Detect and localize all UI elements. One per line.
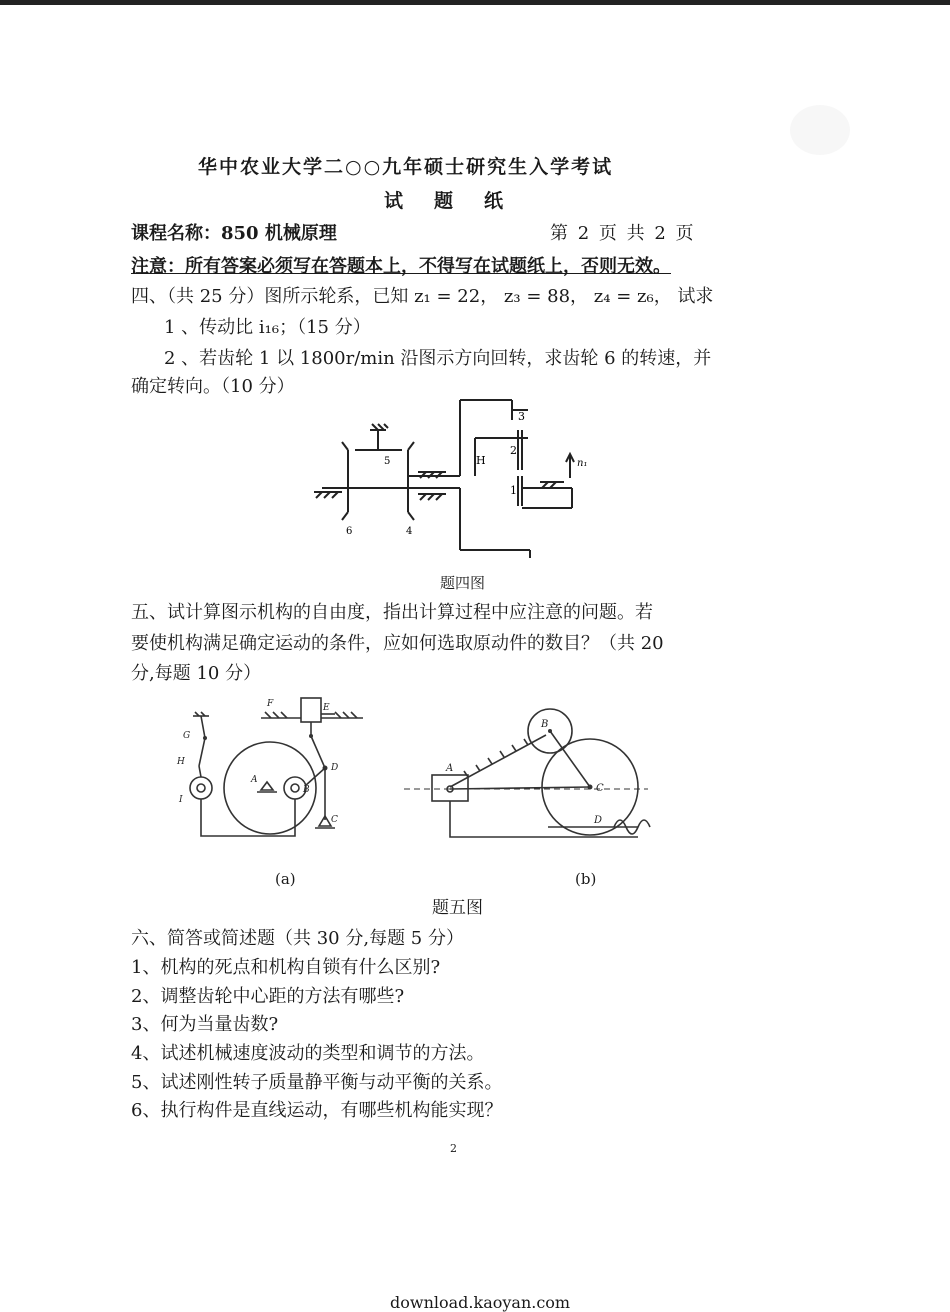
- q6-heading: 六、简答或简述题（共 30 分,每题 5 分）: [131, 928, 464, 949]
- label-a-A: A: [251, 775, 258, 785]
- q4-fig-caption: 题四图: [440, 574, 486, 592]
- notice: 注意：所有答案必须写在答题本上，不得写在试题纸上，否则无效。: [131, 256, 671, 277]
- gear-label-3: 3: [518, 410, 525, 423]
- q4-stem: 四、（共 25 分）图所示轮系，已知 z₁ = 22， z₃ = 88， z₄ = z₆， 试求: [131, 286, 714, 307]
- carrier-label-H: H: [476, 454, 486, 467]
- q5-line-2: 要使机构满足确定运动的条件，应如何选取原动件的数目？（共 20: [131, 633, 664, 654]
- exam-subtitle: 试 题 纸: [384, 190, 510, 212]
- gear-label-1: 1: [510, 484, 517, 497]
- q5-mechanism-a-diagram: [175, 690, 375, 850]
- scan-top-edge: [0, 0, 950, 5]
- gear-label-5: 5: [384, 456, 391, 467]
- q6-item: 1、机构的死点和机构自锁有什么区别?: [131, 957, 441, 978]
- q4-item-2a: 2 、若齿轮 1 以 1800r/min 沿图示方向回转，求齿轮 6 的转速，并: [164, 348, 712, 369]
- gear-label-4: 4: [406, 526, 413, 537]
- page-number: 2: [450, 1142, 457, 1155]
- gear-label-6: 6: [346, 526, 353, 537]
- q6-item: 4、试述机械速度波动的类型和调节的方法。: [131, 1043, 485, 1064]
- label-a-B: B: [303, 785, 310, 795]
- label-a-E: E: [323, 703, 330, 713]
- course-name: 课程名称：850 机械原理: [131, 223, 337, 244]
- q5-fig-caption: 题五图: [432, 898, 483, 918]
- label-b-C: C: [596, 783, 604, 794]
- exam-title: 华中农业大学二○○九年硕士研究生入学考试: [198, 156, 614, 178]
- q5-label-a: (a): [275, 870, 296, 888]
- label-b-A: A: [446, 763, 454, 774]
- label-b-B: B: [541, 719, 549, 730]
- source-watermark[interactable]: download.kaoyan.com: [390, 1293, 571, 1312]
- label-a-D: D: [331, 763, 339, 773]
- label-a-I: I: [179, 795, 183, 805]
- q6-item: 6、执行构件是直线运动，有哪些机构能实现？: [131, 1100, 503, 1121]
- q4-item-2b: 确定转向。（10 分）: [131, 376, 295, 397]
- q5-line-1: 五、试计算图示机构的自由度，指出计算过程中应注意的问题。若: [131, 602, 653, 623]
- scan-smudge: [790, 105, 850, 155]
- label-a-F: F: [267, 699, 274, 709]
- q6-item: 5、试述刚性转子质量静平衡与动平衡的关系。: [131, 1072, 503, 1093]
- label-b-D: D: [594, 815, 603, 826]
- q5-line-3: 分,每题 10 分）: [131, 663, 262, 684]
- q4-gear-train-diagram: [300, 390, 620, 580]
- label-a-C: C: [331, 815, 338, 825]
- q5-label-b: (b): [575, 870, 597, 888]
- q6-item: 3、何为当量齿数?: [131, 1014, 279, 1035]
- page-indicator: 第 2 页 共 2 页: [550, 223, 696, 244]
- gear-label-2: 2: [510, 444, 517, 457]
- q5-mechanism-b-diagram: [398, 705, 668, 840]
- q4-item-1: 1 、传动比 i₁₆；（15 分）: [164, 317, 371, 338]
- label-a-G: G: [183, 731, 191, 741]
- speed-label-n1: n₁: [577, 458, 588, 469]
- q6-item: 2、调整齿轮中心距的方法有哪些?: [131, 986, 405, 1007]
- label-a-H: H: [177, 757, 185, 767]
